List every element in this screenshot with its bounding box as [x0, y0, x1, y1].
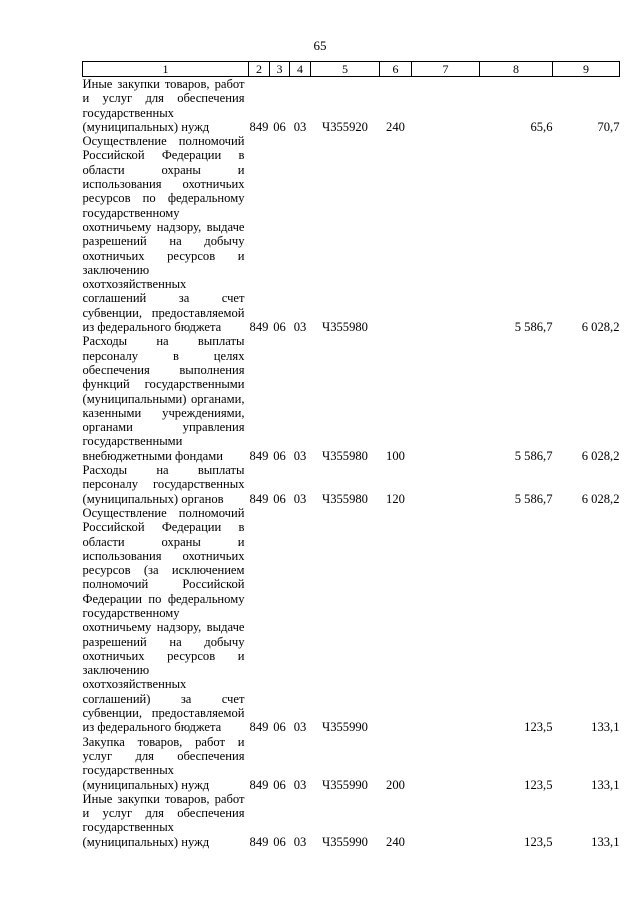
budget-table	[82, 61, 620, 849]
row-target-code: Ч355980	[322, 320, 368, 335]
row-section-code: 06	[273, 119, 286, 134]
header-col-7: 7	[412, 62, 480, 77]
row-amount-2: 6 028,2	[581, 491, 620, 506]
header-col-2: 2	[249, 62, 270, 77]
row-col-7	[412, 77, 480, 135]
table-header	[83, 62, 620, 77]
row-expense-type: 240	[386, 119, 405, 134]
row-ministry-code: 849	[249, 834, 269, 849]
row-section-code: 06	[273, 448, 286, 463]
table-row	[83, 792, 620, 849]
row-amount-1: 123,5	[524, 777, 553, 792]
row-amount-1: 123,5	[524, 834, 553, 849]
row-target-code: Ч355980	[322, 448, 368, 463]
row-description: Осуществление полномочий Российской Федерации в области охраны и использования охотничьих ресурсов (за исключением полномочий Российской Федерации по федеральному государственному охотничьему надзору, выдаче разрешений на добычу охотничьих ресурсов и заключению охотхозяйственных соглашений) за счет субвенции, предоставляемой из федерального бюджета	[82, 505, 245, 735]
row-amount-1: 123,5	[524, 720, 553, 735]
row-expense-type: 200	[386, 777, 405, 792]
row-col-7	[412, 134, 480, 334]
header-col-3: 3	[270, 62, 290, 77]
row-section-code: 06	[273, 834, 286, 849]
row-ministry-code: 849	[249, 448, 269, 463]
row-expense-type	[380, 506, 412, 735]
header-col-1: 1	[83, 62, 249, 77]
row-subsection-code: 03	[293, 720, 307, 735]
row-description: Иные закупки товаров, работ и услуг для обеспечения государственных (муниципальных) нужд	[82, 77, 245, 134]
row-amount-2: 6 028,2	[581, 448, 620, 463]
row-amount-2: 70,7	[597, 119, 620, 134]
header-col-8: 8	[480, 62, 553, 77]
row-ministry-code: 849	[249, 777, 269, 792]
row-expense-type: 240	[386, 834, 405, 849]
row-ministry-code: 849	[249, 119, 269, 134]
row-section-code: 06	[273, 777, 286, 792]
row-subsection-code: 03	[293, 777, 307, 792]
row-subsection-code: 03	[293, 119, 307, 134]
row-expense-type: 100	[386, 448, 405, 463]
row-amount-2: 133,1	[591, 777, 620, 792]
header-col-5: 5	[311, 62, 380, 77]
row-amount-1: 5 586,7	[514, 491, 553, 506]
row-ministry-code: 849	[249, 720, 269, 735]
row-description: Закупка товаров, работ и услуг для обеспечения государственных (муниципальных) нужд	[82, 734, 245, 792]
row-description: Иные закупки товаров, работ и услуг для обеспечения государственных (муниципальных) нужд	[82, 791, 245, 849]
row-target-code: Ч355980	[322, 491, 368, 506]
row-expense-type: 120	[386, 491, 405, 506]
header-col-6: 6	[380, 62, 412, 77]
row-section-code: 06	[273, 491, 286, 506]
page-number: 65	[313, 38, 327, 53]
row-description: Расходы на выплаты персоналу в целях обеспечения выполнения функций государственными (муниципальными) органами, казенными учреждениями, органами управления государственными внебюджетными фондами	[82, 334, 245, 463]
row-subsection-code: 03	[293, 491, 307, 506]
row-col-7	[412, 735, 480, 792]
header-col-9: 9	[553, 62, 620, 77]
row-col-7	[412, 334, 480, 463]
row-amount-2: 6 028,2	[581, 320, 620, 335]
row-subsection-code: 03	[293, 834, 307, 849]
row-target-code: Ч355990	[322, 777, 368, 792]
header-col-4: 4	[290, 62, 311, 77]
row-target-code: Ч355920	[322, 119, 368, 134]
table-row	[83, 334, 620, 463]
header-row	[83, 62, 620, 77]
row-description: Расходы на выплаты персоналу государственных (муниципальных) органов	[82, 463, 245, 506]
table-body	[83, 77, 620, 850]
row-amount-2: 133,1	[591, 720, 620, 735]
table-row	[83, 77, 620, 135]
row-target-code: Ч355990	[322, 834, 368, 849]
row-amount-2: 133,1	[591, 834, 620, 849]
table-row	[83, 506, 620, 735]
row-section-code: 06	[273, 320, 286, 335]
row-col-7	[412, 506, 480, 735]
row-amount-1: 5 586,7	[514, 448, 553, 463]
table-row	[83, 134, 620, 334]
row-col-7	[412, 463, 480, 506]
table-row	[83, 463, 620, 506]
row-subsection-code: 03	[293, 320, 307, 335]
row-amount-1: 5 586,7	[514, 320, 553, 335]
row-subsection-code: 03	[293, 448, 307, 463]
row-expense-type	[380, 134, 412, 334]
row-description: Осуществление полномочий Российской Федерации в области охраны и использования охотничьих ресурсов по федеральному государственному охотничьему надзору, выдаче разрешений на добычу охотничьих ресурсов и заключению охотхозяйственных соглашений за счет субвенции, предоставляемой из федерального бюджета	[82, 134, 245, 335]
row-amount-1: 65,6	[530, 119, 553, 134]
row-target-code: Ч355990	[322, 720, 368, 735]
row-col-7	[412, 792, 480, 849]
row-section-code: 06	[273, 720, 286, 735]
row-ministry-code: 849	[249, 491, 269, 506]
table-row	[83, 735, 620, 792]
row-ministry-code: 849	[249, 320, 269, 335]
